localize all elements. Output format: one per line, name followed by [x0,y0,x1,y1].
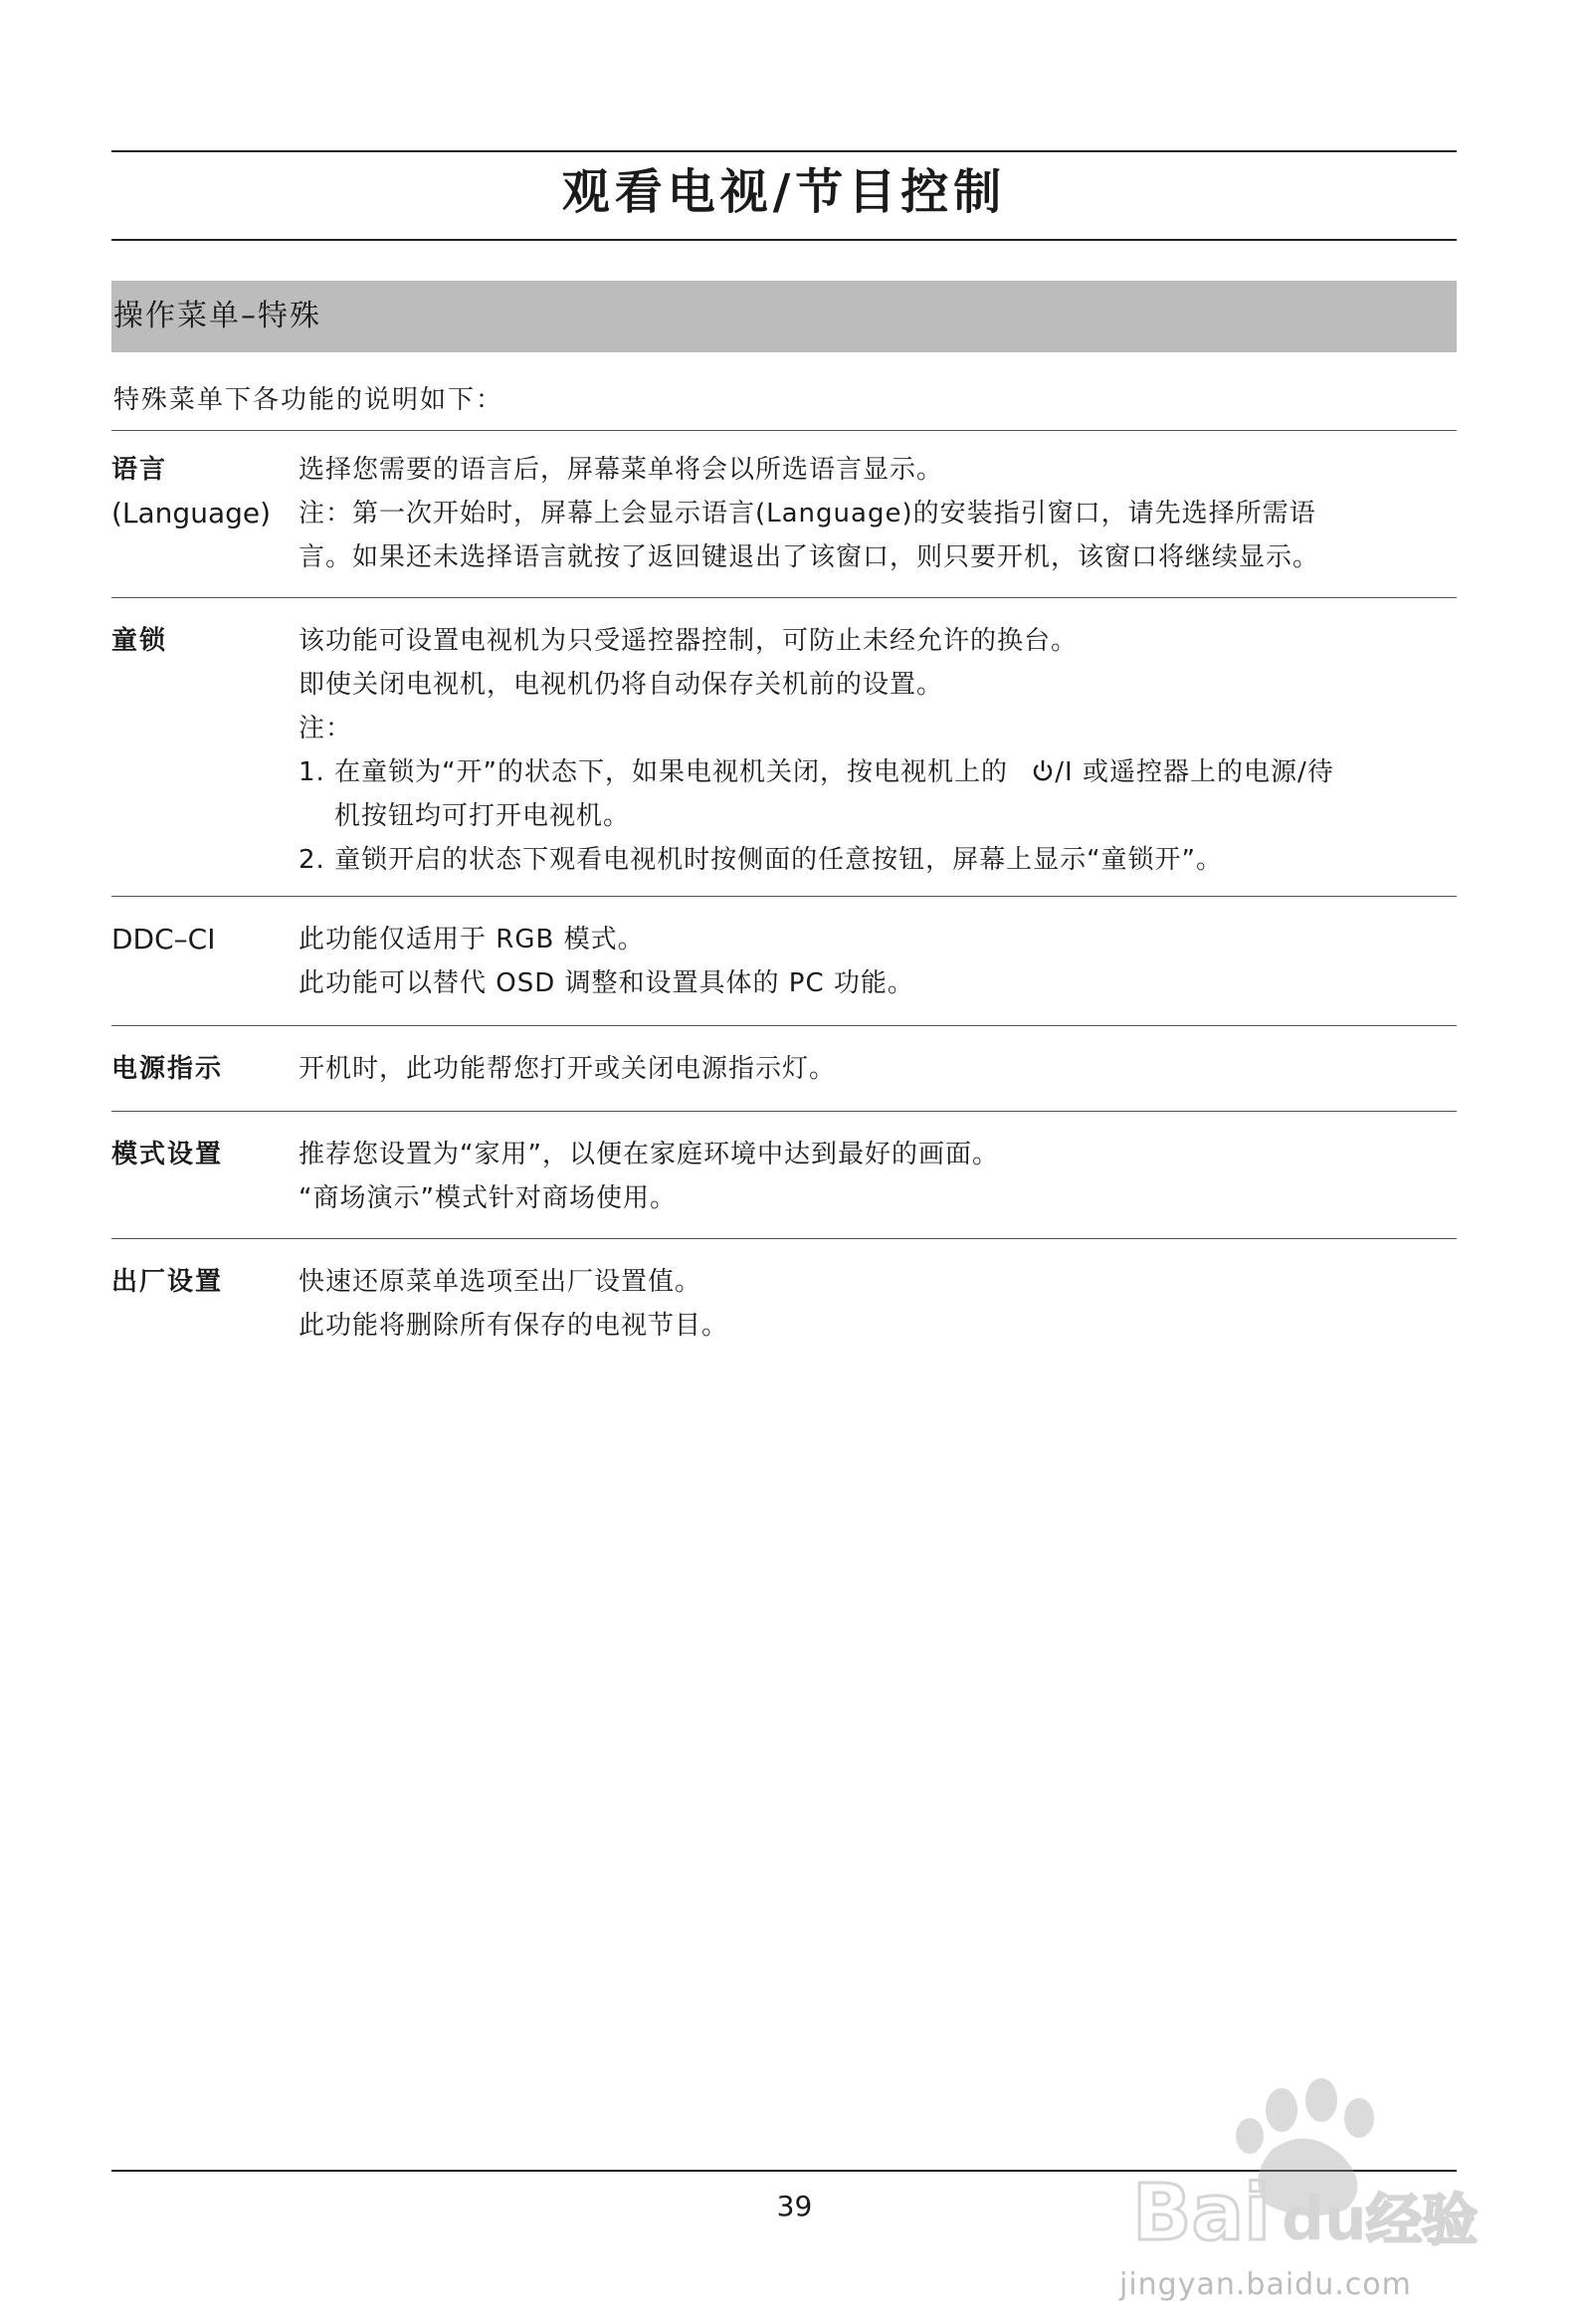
separator [111,597,1457,598]
page-title: 观看电视/节目控制 [561,164,1007,220]
term-language-sub: (Language) [111,497,272,529]
desc-factory-reset: 快速还原菜单选项至出厂设置值。 此功能将删除所有保存的电视节目。 [298,1267,729,1341]
separator [111,430,1457,431]
desc-ddc-ci: 此功能仅适用于 RGB 模式。 此功能可以替代 OSD 调整和设置具体的 PC 功能。 [298,925,914,998]
desc-mode-setting: 推荐您设置为“家用”，以便在家庭环境中达到最好的画面。 “商场演示”模式针对商场使用。 [298,1140,999,1213]
term-power-indicator: 电源指示 [111,1054,224,1084]
desc-child-lock: 该功能可设置电视机为只受遥控器控制，可防止未经允许的换台。 即使关闭电视机，电视机仍将自动保存关机前的设置。 注： 1. 在童锁为“开”的状态下，如果电视机关闭，按电视机上的 /I 或遥控器上的电源/待 机按钮均可打开电视机。 2. 童锁开启的状态下观看电视机时按侧面的任意按钮，屏幕上显示“童锁开”。 [298,626,1334,875]
desc-power-indicator: 开机时，此功能帮您打开或关闭电源指示灯。 [298,1054,837,1084]
section-title: 操作菜单–特殊 [113,299,321,333]
intro-text: 特殊菜单下各功能的说明如下： [113,385,504,415]
svg-text:Bai: Bai [1132,2169,1271,2258]
baidu-paw-logo-watermark [1122,2070,1500,2299]
term-mode-setting: 模式设置 [111,1140,224,1169]
page-number: 39 [776,2190,813,2222]
watermark-url: jingyan.baidu.com [1119,2267,1412,2302]
section-header [111,281,1457,352]
title-top-rule [111,150,1457,152]
svg-text:经验: 经验 [1366,2189,1478,2253]
svg-text:du: du [1282,2185,1367,2254]
term-ddc-ci: DDC–CI [111,923,216,955]
power-standby-icon [1031,758,1055,784]
desc-language: 选择您需要的语言后，屏幕菜单将会以所选语言显示。 注：第一次开始时，屏幕上会显示语言(Language)的安装指引窗口，请先选择所需语 言。如果还未选择语言就按了返回键退出了该窗口，则只要开机，该窗口将继续显示。 [298,455,1320,572]
term-language: 语言 (Language) [111,448,291,535]
separator [111,1111,1457,1112]
separator [111,896,1457,897]
separator [111,1025,1457,1026]
term-child-lock: 童锁 [111,626,168,656]
title-bottom-rule [111,239,1457,241]
term-factory-reset: 出厂设置 [111,1267,224,1297]
separator [111,1238,1457,1239]
